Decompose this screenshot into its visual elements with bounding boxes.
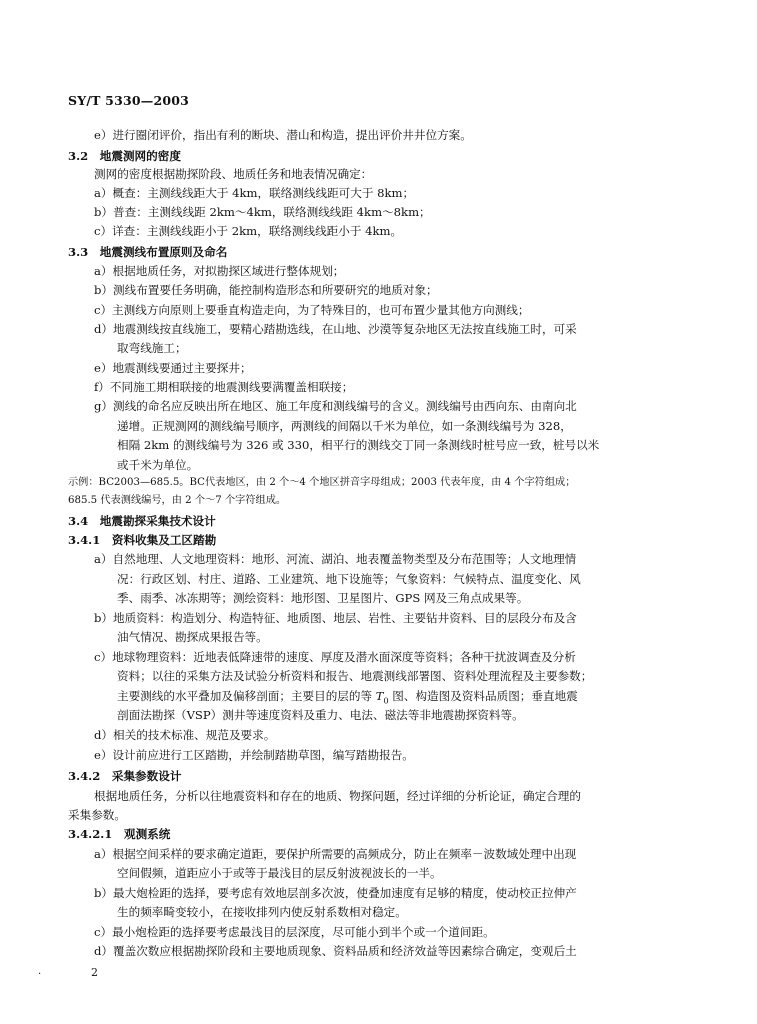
text-line: d）覆盖次数应根据勘探阶段和主要地质现象、资料品质和经济效益等因素综合确定，变观后土: [94, 944, 577, 958]
text-line-t0: [117, 689, 578, 708]
text-line: 测网的密度根据勘探阶段、地质任务和地表情况确定：: [94, 167, 373, 181]
text-line: a）自然地理、人文地理资料：地形、河流、湖泊、地表覆盖物类型及分布范围等；人文地理情: [94, 552, 577, 566]
text-line: f）不同施工期相联接的地震测线要满覆盖相联接；: [94, 380, 354, 394]
t0-symbol: T: [375, 689, 384, 703]
text-line: b）测线布置要任务明确，能控制构造形态和所要研究的地质对象；: [94, 283, 438, 297]
example-line: 685.5 代表测线编号，由 2 个～7 个字符组成。: [68, 495, 287, 506]
text-line: 递增。正规测网的测线编号顺序，两测线的间隔以千米为单位，如一条测线编号为 328，: [117, 419, 572, 433]
text-line: e）地震测线要通过主要探井；: [94, 361, 252, 375]
text-line: 根据地质任务，分析以往地震资料和存在的地质、物探问题，经过详细的分析论证，确定合理的: [94, 789, 581, 803]
text-line: b）地质资料：构造划分、构造特征、地质图、地层、岩性、主要钻井资料、目的层段分布及含: [94, 611, 577, 625]
text-line: a）根据地质任务，对拟勘探区域进行整体规划；: [94, 264, 345, 278]
subsection-heading: 3.4.2 采集参数设计: [68, 769, 182, 783]
text-line: e）进行圈闭评价，指出有利的断块、潜山和构造，提出评价井井位方案。: [94, 128, 472, 142]
text-line: a）根据空间采样的要求确定道距，要保护所需要的高频成分，防止在频率－波数域处理中出现: [94, 847, 577, 861]
standard-code: SY/T 5330—2003: [68, 93, 190, 108]
text-line: c）主测线方向原则上要垂直构造走向，为了特殊目的，也可布置少量其他方向测线；: [94, 303, 530, 317]
text-line: a）概查：主测线线距大于 4km，联络测线线距可大于 8km；: [94, 186, 415, 200]
text-line: 季、雨季、冰冻期等；测绘资料：地形图、卫星图片、GPS 网及三角点成果等。: [117, 591, 529, 605]
text-line: 取弯线施工；: [117, 341, 187, 355]
margin-mark: .: [38, 966, 42, 977]
text-line: g）测线的命名应反映出所在地区、施工年度和测线编号的含义。测线编号由西向东、由南向北: [94, 399, 577, 413]
text-line: b）普查：主测线线距 2km～4km，联络测线线距 4km～8km；: [94, 205, 431, 219]
text-line: c）详查：主测线线距小于 2km，联络测线线距小于 4km。: [94, 224, 403, 238]
text-line: 剖面法勘探（VSP）测井等速度资料及重力、电法、磁法等非地震勘探资料等。: [117, 708, 524, 722]
example-line: 示例：BC2003—685.5。BC代表地区，由 2 个～4 个地区拼音字母组成；2003 代表年度，由 4 个字符组成；: [68, 477, 576, 488]
text-line: 采集参数。: [68, 808, 126, 822]
text-line: d）相关的技术标准、规范及要求。: [94, 728, 276, 742]
subsection-heading: 3.4.1 资料收集及工区踏勘: [68, 533, 217, 547]
text-line: d）地震测线按直线施工，要精心踏勘选线，在山地、沙漠等复杂地区无法按直线施工时，可采: [94, 322, 577, 336]
text-line: e）设计前应进行工区踏勘，并绘制踏勘草图，编写踏勘报告。: [94, 748, 414, 762]
text-line: 油气情况、勘探成果报告等。: [117, 630, 268, 644]
text-line: 相隔 2km 的测线编号为 326 或 330，相平行的测线交丁同一条测线时桩号应一致，桩号以米: [117, 438, 600, 452]
text-line: 生的频率畸变较小，在接收排列内使反射系数相对稳定。: [117, 905, 407, 919]
text-line: b）最大炮检距的选择，要考虑有效地层剖多次波，使叠加速度有足够的精度，使动校正拉伸产: [94, 886, 577, 900]
subsection-heading: 3.4.2.1 观测系统: [68, 827, 171, 841]
text-fragment: 主要测线的水平叠加及偏移剖面；主要目的层的等: [117, 689, 373, 703]
page-number: 2: [91, 966, 98, 979]
t0-subscript: 0: [383, 696, 389, 706]
section-heading: 3.4 地震勘探采集技术设计: [68, 514, 216, 528]
text-line: c）地球物理资料：近地表低降速带的速度、厚度及潜水面深度等资料；各种干扰波调查及分析: [94, 650, 576, 664]
text-line: 资料；以往的采集方法及试验分析资料和报告、地震测线部署图、资料处理流程及主要参数；: [117, 669, 593, 683]
text-fragment: 图、构造图及资料品质图；垂直地震: [388, 689, 578, 703]
text-line: 或千米为单位。: [117, 458, 199, 472]
section-heading: 3.2 地震测网的密度: [68, 149, 181, 163]
section-heading: 3.3 地震测线布置原则及命名: [68, 245, 228, 259]
text-line: 况：行政区划、村庄、道路、工业建筑、地下设施等；气象资料：气候特点、温度变化、风: [117, 572, 581, 586]
text-line: c）最小炮检距的选择要考虑最浅目的层深度，尽可能小到半个或一个道间距。: [94, 925, 495, 939]
text-line: 空间假频，道距应小于或等于最浅目的层反射波视波长的一半。: [117, 866, 442, 880]
